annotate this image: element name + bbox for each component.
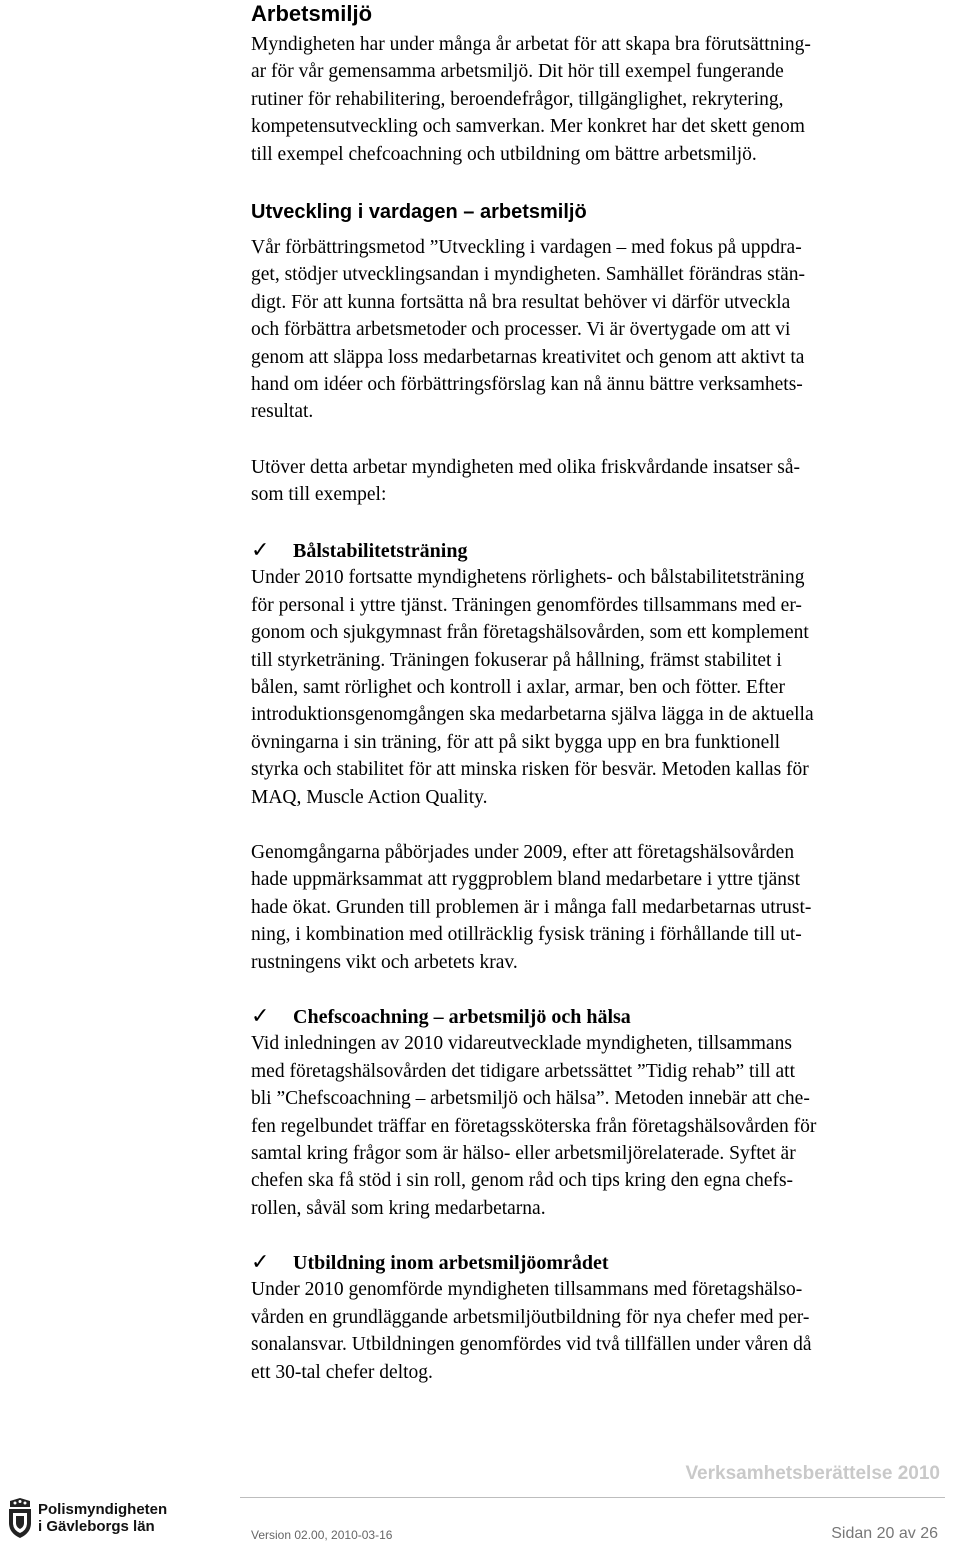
text-line: Under 2010 genomförde myndigheten tillsammans med företagshälso- — [251, 1279, 803, 1301]
text-line: övningarna i sin träning, för att på sikt bygga upp en bra funktionell — [251, 731, 781, 753]
text-line: chefen ska få stöd i sin roll, genom råd och tips kring den egna chefs- — [251, 1170, 794, 1192]
checkmark-icon: ✓ — [251, 1004, 270, 1029]
page-number: Sidan 20 av 26 — [831, 1525, 938, 1542]
checkmark-icon: ✓ — [251, 538, 270, 563]
text-line: kompetensutveckling och samverkan. Mer konkret har det skett genom — [251, 116, 805, 138]
text-line: vården en grundläggande arbetsmiljöutbildning för nya chefer med per- — [251, 1306, 810, 1328]
section-balstabilitet — [251, 537, 951, 811]
text-line: ning, i kombination med otillräcklig fysisk träning i förhållande till ut- — [251, 924, 802, 946]
text-line: till exempel chefcoachning och utbildning om bättre arbetsmiljö. — [251, 143, 757, 165]
police-logo — [6, 1497, 166, 1539]
section-utbildning — [251, 1249, 951, 1386]
text-line: rutiner för rehabilitering, beroendefrågor, tillgänglighet, rekrytering, — [251, 88, 784, 110]
text-line: MAQ, Muscle Action Quality. — [251, 786, 488, 808]
version-label: Version 02.00, 2010-03-16 — [251, 1528, 393, 1542]
bullet-title: Bålstabilitetsträning — [293, 540, 468, 562]
intro-paragraph — [251, 31, 951, 168]
text-line: rustningens vikt och arbetets krav. — [251, 951, 518, 973]
bullet-heading — [251, 1249, 951, 1276]
logo-wordmark — [38, 1501, 167, 1535]
text-line: get, stödjer utvecklingsandan i myndigheten. Samhället förändras stän- — [251, 264, 805, 286]
section-subheading: Utveckling i vardagen – arbetsmiljö — [251, 201, 587, 223]
text-line: digt. För att kunna fortsätta nå bra resultat behöver vi därför utveckla — [251, 291, 791, 313]
text-line: resultat. — [251, 401, 314, 423]
bullet-title: Utbildning inom arbetsmiljöområdet — [293, 1252, 609, 1274]
police-emblem-icon — [6, 1497, 34, 1539]
text-line: Utöver detta arbetar myndigheten med olika friskvårdande insatser så- — [251, 457, 801, 478]
text-line: samtal kring frågor som är hälso- eller arbetsmiljörelaterade. Syftet är — [251, 1142, 796, 1164]
text-line: och förbättra arbetsmetoder och processer. Vi är övertygade om att vi — [251, 319, 791, 341]
text-line: Under 2010 fortsatte myndighetens rörlighets- och bålstabilitetsträning — [251, 567, 805, 589]
section-chefscoachning — [251, 1003, 951, 1222]
text-line: bålen, samt rörlighet och kontroll i axlar, armar, ben och fötter. Efter — [251, 676, 785, 698]
text-line: för personal i yttre tjänst. Träningen genomfördes tillsammans med er- — [251, 594, 802, 616]
text-line: med företagshälsovården det tidigare arbetssättet ”Tidig rehab” till att — [251, 1060, 796, 1082]
bullet-title: Chefscoachning – arbetsmiljö och hälsa — [293, 1006, 631, 1028]
vardagen-paragraph — [251, 234, 951, 426]
text-line: gonom och sjukgymnast från företagshälsovården, som ett komplement — [251, 622, 809, 644]
text-line: Myndigheten har under många år arbetat för att skapa bra förutsättning- — [251, 34, 811, 55]
friskvard-paragraph — [251, 454, 951, 509]
text-line: hand om idéer och förbättringsförslag kan nå ännu bättre verksamhets- — [251, 373, 803, 395]
text-line: rollen, såväl som kring medarbetarna. — [251, 1197, 546, 1219]
logo-line: Polismyndigheten — [38, 1501, 168, 1518]
text-line: som till exempel: — [251, 484, 387, 506]
text-line: ett 30-tal chefer deltog. — [251, 1361, 433, 1383]
text-line: introduktionsgenomgången ska medarbetarna själva lägga in de aktuella — [251, 704, 814, 726]
text-line: sonalansvar. Utbildningen genomfördes vid två tillfällen under våren då — [251, 1334, 812, 1356]
text-line: hade ökat. Grunden till problemen är i många fall medarbetarnas utrust- — [251, 896, 812, 918]
text-line: ar för vår gemensamma arbetsmiljö. Dit hör till exempel fungerande — [251, 61, 784, 83]
text-line: till styrketräning. Träningen fokuserar på hållning, främst stabilitet i — [251, 649, 782, 671]
footer-divider — [240, 1497, 945, 1498]
bullet-heading — [251, 537, 951, 564]
text-line: styrka och stabilitet för att minska risken för besvär. Metoden kallas för — [251, 759, 809, 781]
checkmark-icon: ✓ — [251, 1250, 270, 1275]
text-line: Vår förbättringsmetod ”Utveckling i vardagen – med fokus på uppdra- — [251, 237, 802, 258]
text-line: Vid inledningen av 2010 vidareutvecklade myndigheten, tillsammans — [251, 1033, 792, 1055]
genomgangar-paragraph — [251, 839, 951, 976]
text-line: genom att släppa loss medarbetarnas kreativitet och genom att aktivt ta — [251, 346, 805, 368]
bullet-heading — [251, 1003, 951, 1030]
text-line: Genomgångarna påbörjades under 2009, efter att företagshälsovården — [251, 842, 795, 863]
text-line: bli ”Chefscoachning – arbetsmiljö och hälsa”. Metoden innebär att che- — [251, 1088, 810, 1110]
footer-report-title: Verksamhetsberättelse 2010 — [685, 1463, 940, 1484]
page-heading: Arbetsmiljö — [251, 1, 373, 26]
text-line: fen regelbundet träffar en företagssköterska från företagshälsovården för — [251, 1115, 817, 1137]
logo-line: i Gävleborgs län — [38, 1518, 155, 1535]
text-line: hade uppmärksammat att ryggproblem bland medarbetare i yttre tjänst — [251, 869, 801, 891]
